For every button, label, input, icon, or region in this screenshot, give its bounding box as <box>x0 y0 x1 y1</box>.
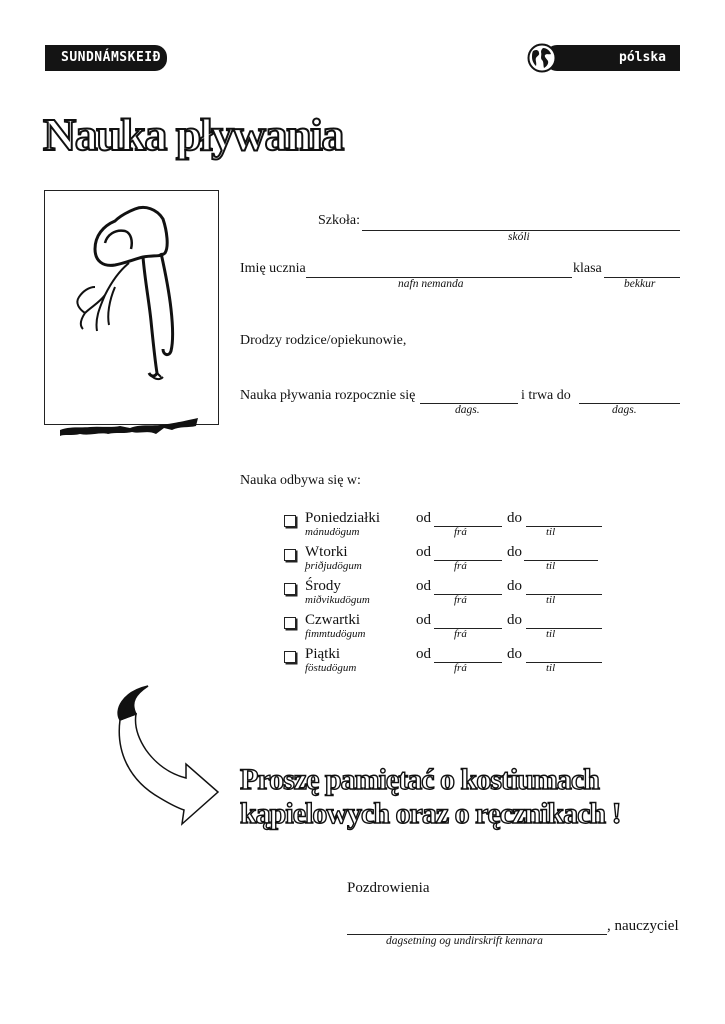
from-hint: frá <box>454 560 467 572</box>
day-label: Poniedziałki <box>305 510 380 526</box>
school-label: Szkoła: <box>318 213 360 228</box>
class-label: klasa <box>573 261 602 276</box>
day-hint: mánudögum <box>305 526 360 538</box>
day-label: Piątki <box>305 646 341 662</box>
teacher-label: , nauczyciel <box>607 918 679 934</box>
day-label: Środy <box>305 578 341 594</box>
reminder-text <box>240 763 621 831</box>
swimmer-illustration <box>44 190 219 425</box>
schedule-intro-text: Nauka odbywa się w: <box>240 473 361 488</box>
reminder-line-2: kąpielowych oraz o ręcznikach ! <box>240 797 621 830</box>
reminder-line-1: Proszę pamiętać o kostiumach <box>240 763 599 796</box>
day-checkbox[interactable] <box>284 617 296 629</box>
to-time-input-line[interactable] <box>526 526 602 527</box>
day-hint: þriðjudögum <box>305 560 362 572</box>
day-label: Wtorki <box>305 544 348 560</box>
from-hint: frá <box>454 662 467 674</box>
from-time-input-line[interactable] <box>434 526 502 527</box>
schedule-row <box>284 544 604 575</box>
from-label: od <box>416 612 431 628</box>
start-date-hint: dags. <box>455 404 480 416</box>
day-hint: föstudögum <box>305 662 357 674</box>
to-hint: til <box>546 594 556 606</box>
to-label: do <box>507 578 522 594</box>
from-time-input-line[interactable] <box>434 662 502 663</box>
ground-edge-icon <box>60 412 200 442</box>
signature-hint: dagsetning og undirskrift kennara <box>386 935 543 947</box>
from-time-input-line[interactable] <box>434 560 502 561</box>
day-checkbox[interactable] <box>284 515 296 527</box>
school-hint: skóli <box>508 231 530 243</box>
from-hint: frá <box>454 628 467 640</box>
schedule-row <box>284 612 604 643</box>
to-time-input-line[interactable] <box>526 628 602 629</box>
globe-icon <box>527 43 557 73</box>
schedule-row <box>284 510 604 541</box>
to-label: do <box>507 544 522 560</box>
curved-arrow-icon <box>100 680 225 830</box>
from-label: od <box>416 510 431 526</box>
day-hint: miðvikudögum <box>305 594 370 606</box>
from-time-input-line[interactable] <box>434 628 502 629</box>
schedule-row <box>284 578 604 609</box>
day-label: Czwartki <box>305 612 360 628</box>
from-hint: frá <box>454 526 467 538</box>
page-title: Nauka pływania <box>43 109 343 160</box>
from-label: od <box>416 544 431 560</box>
from-time-input-line[interactable] <box>434 594 502 595</box>
to-time-input-line[interactable] <box>524 560 598 561</box>
greeting-text: Drodzy rodzice/opiekunowie, <box>240 333 407 348</box>
start-date-label: Nauka pływania rozpocznie się <box>240 388 416 403</box>
to-label: do <box>507 510 522 526</box>
schedule-row <box>284 646 604 677</box>
diver-icon <box>45 191 217 423</box>
end-date-hint: dags. <box>612 404 637 416</box>
end-date-label: i trwa do <box>521 388 571 403</box>
from-label: od <box>416 578 431 594</box>
to-label: do <box>507 646 522 662</box>
closing-regards: Pozdrowienia <box>347 880 430 896</box>
to-label: do <box>507 612 522 628</box>
to-hint: til <box>546 560 556 572</box>
from-label: od <box>416 646 431 662</box>
to-hint: til <box>546 526 556 538</box>
header-tab-course: SUNDNÁMSKEIÐ <box>45 45 167 71</box>
day-hint: fimmtudögum <box>305 628 366 640</box>
to-time-input-line[interactable] <box>526 662 602 663</box>
student-name-label: Imię ucznia <box>240 261 306 276</box>
to-time-input-line[interactable] <box>526 594 602 595</box>
to-hint: til <box>546 628 556 640</box>
header-tab-language: pólska <box>545 45 680 71</box>
to-hint: til <box>546 662 556 674</box>
day-checkbox[interactable] <box>284 549 296 561</box>
day-checkbox[interactable] <box>284 583 296 595</box>
from-hint: frá <box>454 594 467 606</box>
day-checkbox[interactable] <box>284 651 296 663</box>
class-hint: bekkur <box>624 278 656 290</box>
student-name-hint: nafn nemanda <box>398 278 464 290</box>
